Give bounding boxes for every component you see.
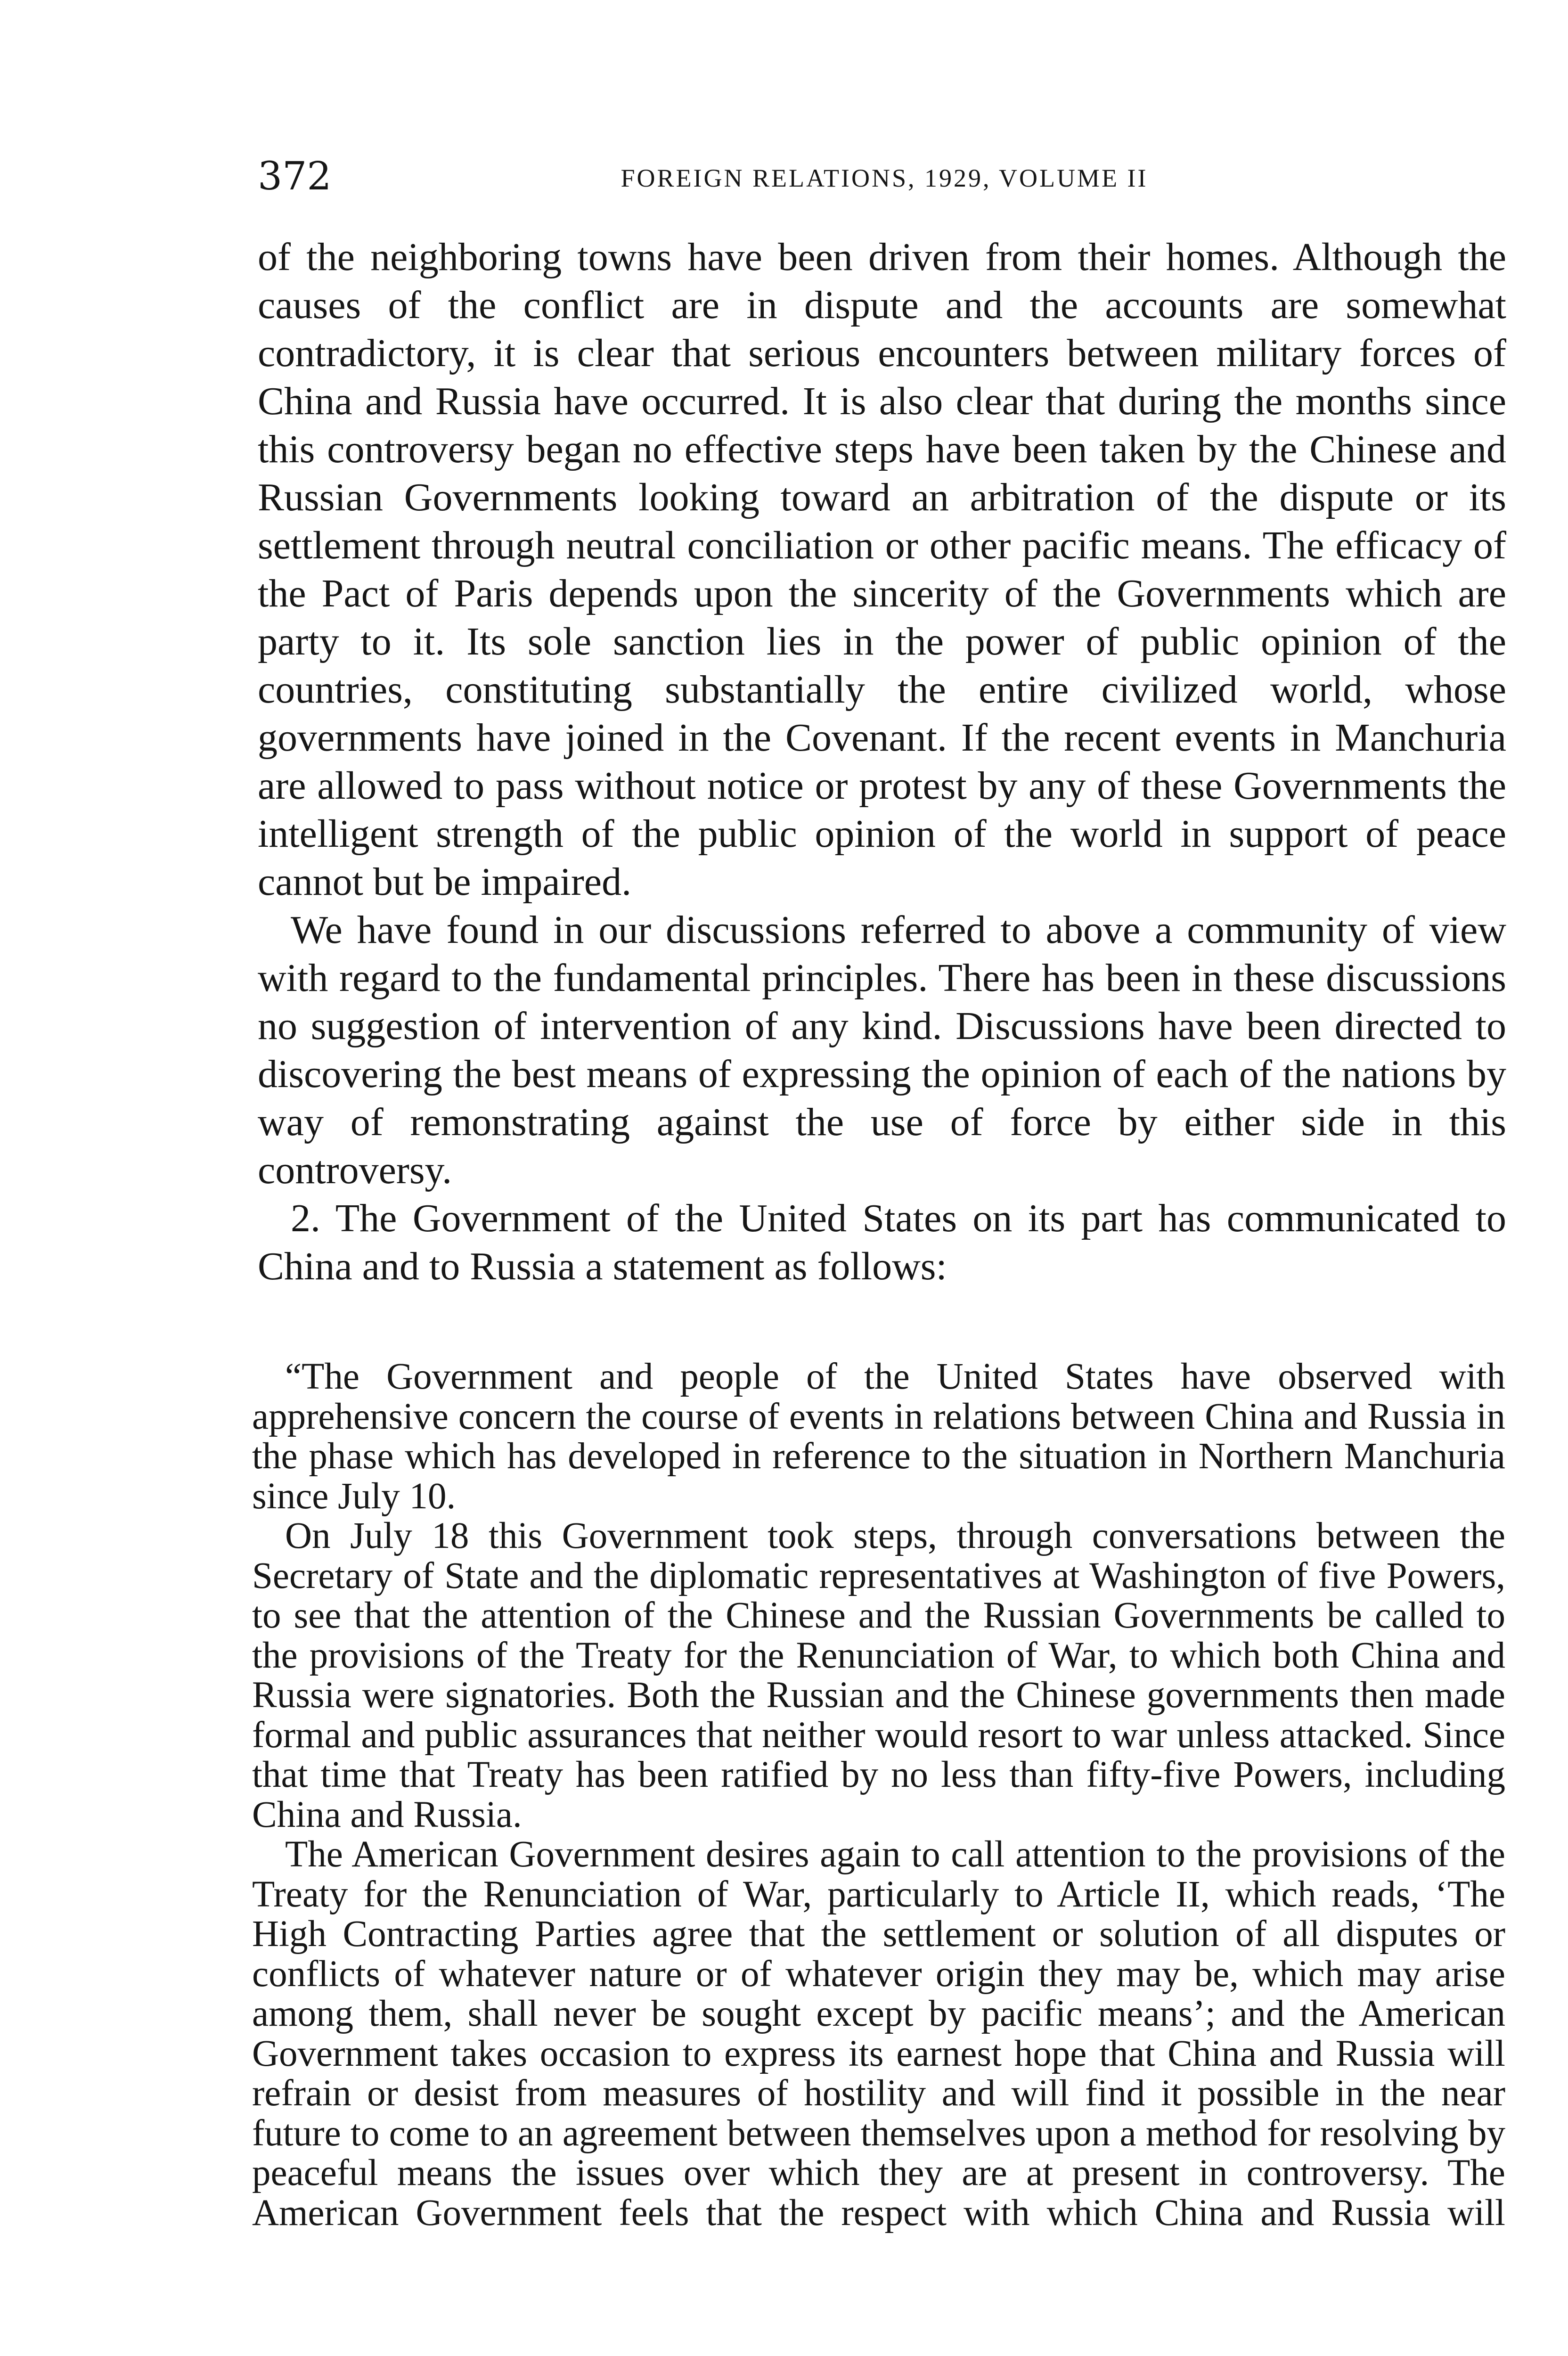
page-number: 372 — [258, 154, 332, 199]
page-header — [258, 155, 1511, 198]
quote-paragraph: “The Government and people of the United States have observed with apprehensive concern the course of events in relations between China and Russia in the phase which has developed in reference to the situation in Northern Manchuria since July 10. — [252, 1356, 1505, 1517]
paragraph: of the neighboring towns have been driven from their homes. Although the causes of the conflict are in dispute and the accounts are somewhat contradictory, it is clear that serious encounters between military forces of China and Russia have occurred. It is also clear that during the months since this controversy began no effective steps have been taken by the Chinese and Russian Governments looking toward an arbitration of the dispute or its settlement through neutral conciliation or other pacific means. The efficacy of the Pact of Paris depends upon the sincerity of the Governments which are party to it. Its sole sanction lies in the power of public opinion of the countries, constituting substantially the entire civilized world, whose governments have joined in the Covenant. If the recent events in Manchuria are allowed to pass without notice or protest by any of these Governments the intelligent strength of the public opinion of the world in support of peace cannot but be impaired. — [258, 235, 1506, 904]
quote-paragraph: The American Government desires again to call attention to the provisions of the Treaty for the Renunciation of War, particularly to Article II, which reads, ‘The High Contracting Parties agree that the settlement or solution of all disputes or conflicts of whatever nature or of whatever origin they may be, which may arise among them, shall never be sought except by pacific means’; and the American Government takes occasion to express its earnest hope that China and Russia will refrain or desist from measures of hostility and will find it possible in the near future to come to an agreement between themselves upon a method for resolving by peaceful means the issues over which they are at present in controversy. The American Government feels that the respect with which China and Russia will — [252, 1834, 1505, 2233]
main-text — [258, 233, 1506, 1291]
paragraph: We have found in our discussions referred to above a community of view with regard to the fundamental principles. There has been in these discussions no suggestion of intervention of any kind. Discussions have been directed to discovering the best means of expressing the opinion of each of the nations by way of remonstrating against the use of force by either side in this controversy. — [258, 908, 1506, 1192]
quote-paragraph: On July 18 this Government took steps, through conversations between the Secretary of State and the diplomatic representatives at Washington of five Powers, to see that the attention of the Chinese and the Russian Governments be called to the provisions of the Treaty for the Renunciation of War, to which both China and Russia were signatories. Both the Russian and the Chinese governments then made formal and public assurances that neither would resort to war unless attacked. Since that time that Treaty has been ratified by no less than fifty-five Powers, including China and Russia. — [252, 1515, 1505, 1835]
quoted-statement — [252, 1357, 1505, 2233]
paragraph: 2. The Government of the United States on its part has communicated to China and to Russia a statement as follows: — [258, 1196, 1506, 1288]
running-title: FOREIGN RELATIONS, 1929, VOLUME II — [621, 164, 1148, 192]
